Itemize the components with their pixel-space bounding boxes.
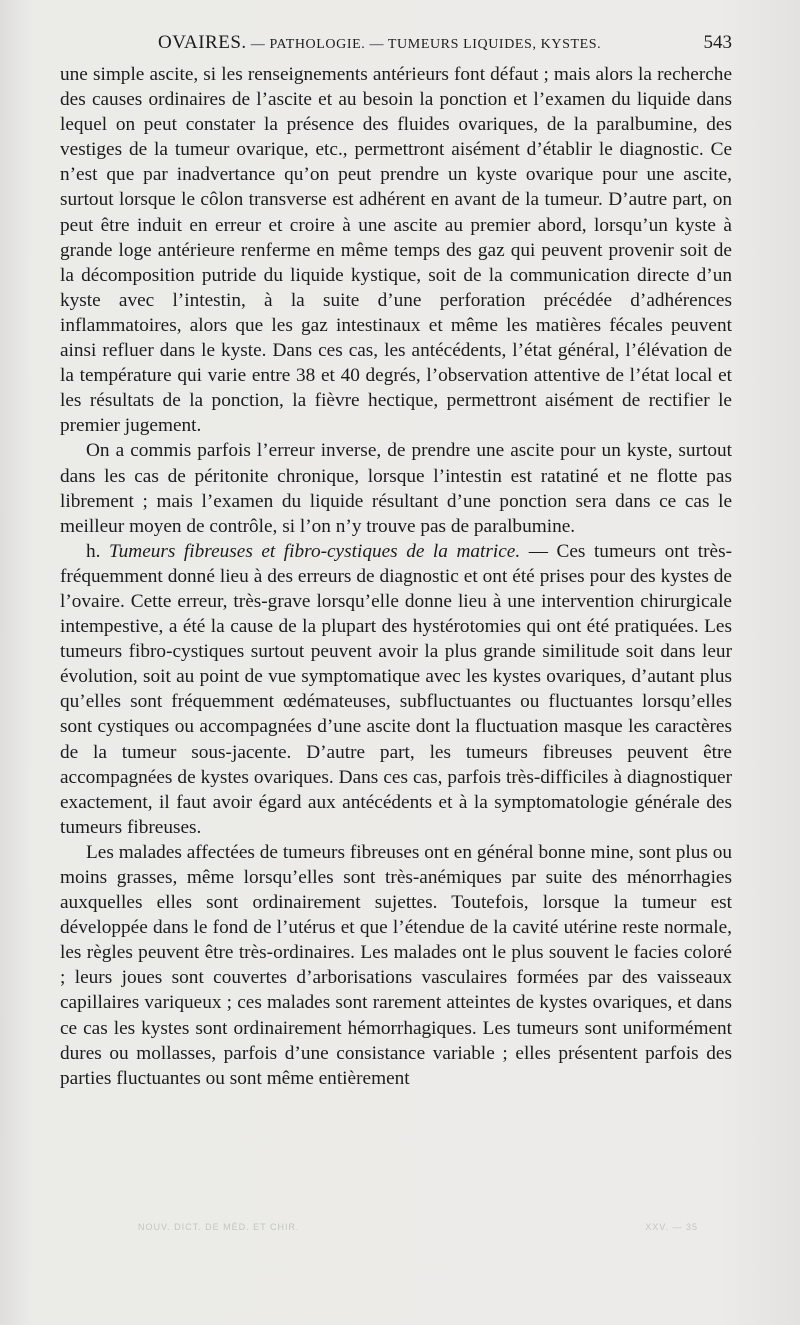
header-title-main: OVAIRES. bbox=[158, 32, 247, 53]
paragraph-4: Les malades affectées de tumeurs fibreuses ont en général bonne mine, sont plus ou moins grasses, même lorsqu’elles sont très-anémiques par suite des ménorrhagies auxquelles elles sont ordinairement sujettes. Toutefois, lorsque la tumeur est développée dans le fond de l’utérus et que l’étendue de la cavité utérine reste normale, les règles peuvent être très-ordinaires. Les malades ont le plus souvent le facies coloré ; leurs joues sont couvertes d’arborisations vasculaires formées par des vaisseaux capillaires variqueux ; ces malades sont rarement atteintes de kystes ovariques, et dans ce cas les kystes sont ordinairement hémorrhagiques. Les tumeurs sont uniformément dures ou mollasses, parfois d’une consistance variable ; elles présentent parfois des parties fluctuantes ou sont même entièrement bbox=[60, 841, 732, 1089]
page-number: 543 bbox=[703, 32, 732, 53]
footer-volume: XXV. — 35 bbox=[645, 1222, 698, 1232]
running-header bbox=[60, 32, 732, 58]
section-title: Tumeurs fibreuses et fibro-cystiques de la matrice. bbox=[108, 540, 521, 562]
section-letter: h. bbox=[86, 540, 109, 562]
page-footer bbox=[138, 1222, 698, 1242]
footer-signature: NOUV. DICT. DE MÉD. ET CHIR. bbox=[138, 1222, 300, 1232]
header-title-rest: — PATHOLOGIE. — TUMEURS LIQUIDES, KYSTES. bbox=[246, 37, 602, 52]
paragraph-3 bbox=[60, 539, 732, 840]
section-body: — Ces tumeurs ont très-fréquemment donné lieu à des erreurs de diagnostic et ont été prises pour des kystes de l’ovaire. Cette erreur, très-grave lorsqu’elle donne lieu à une intervention chirurgicale intempestive, a été la cause de la plupart des hystérotomies qui ont été pratiquées. Les tumeurs fibro-cystiques surtout peuvent avoir la plus grande similitude soit dans leur évolution, soit au point de vue symptomatique avec les kystes ovariques, d’autant plus qu’elles sont fréquemment œdémateuses, subfluctuantes ou fluctuantes lorsqu’elles sont cystiques ou accompagnées d’une ascite dont la fluctuation masque les caractères de la tumeur sous-jacente. D’autre part, les tumeurs fibreuses peuvent être accompagnées de kystes ovariques. Dans ces cas, parfois très-difficiles à diagnostiquer exactement, il faut avoir égard aux antécédents et à la symptomatologie générale des tumeurs fibreuses. bbox=[60, 540, 733, 838]
paragraph-2: On a commis parfois l’erreur inverse, de prendre une ascite pour un kyste, surtout dans les cas de péritonite chronique, lorsque l’intestin est ratatiné et ne flotte pas librement ; mais l’examen du liquide résultant d’une ponction sera dans ce cas le meilleur moyen de contrôle, si l’on n’y trouve pas de paralbumine. bbox=[60, 440, 732, 537]
body-text bbox=[60, 62, 732, 1091]
paragraph-1: une simple ascite, si les renseignements antérieurs font défaut ; mais alors la recherche des causes ordinaires de l’ascite et au besoin la ponction et l’examen du liquide dans lequel on peut constater la présence des fluides ovariques, de la paralbumine, des vestiges de la tumeur ovarique, etc., permettront aisément d’établir le diagnostic. Ce n’est que par inadvertance qu’on peut prendre un kyste ovarique pour une ascite, surtout lorsque le côlon transverse est adhérent en avant de la tumeur. D’autre part, on peut être induit en erreur et croire à une ascite au premier abord, lorsqu’un kyste à grande loge antérieure renferme en même temps des gaz qui peuvent provenir soit de la décomposition putride du liquide kystique, soit de la communication directe d’un kyste avec l’intestin, à la suite d’une perforation précédée d’adhérences inflammatoires, alors que les gaz intestinaux et même les matières fécales peuvent ainsi refluer dans le kyste. Dans ces cas, les antécédents, l’état général, l’élévation de la température qui varie entre 38 et 40 degrés, l’observation attentive de l’état local et les résultats de la ponction, la fièvre hectique, permettront aisément de rectifier le premier jugement. bbox=[60, 64, 732, 437]
header-title bbox=[158, 32, 601, 54]
